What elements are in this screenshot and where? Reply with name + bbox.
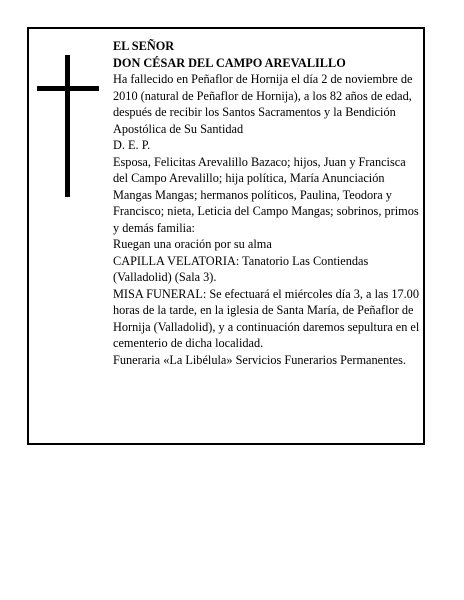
funeral-home: Funeraria «La Libélula» Servicios Funerarios Permanentes. [113, 352, 406, 367]
death-announcement: Ha fallecido en Peñaflor de Hornija el día 2 de noviembre de 2010 (natural de Peñaflor de Hornija), a los 82 años de edad, después de recibir los Santos Sacramentos y la Bendición Apostólica de Su Santidad [113, 72, 413, 136]
wake-chapel: CAPILLA VELATORIA: Tanatorio Las Contiendas (Valladolid) (Sala 3). [113, 253, 369, 284]
deceased-title: EL SEÑOR [113, 39, 175, 53]
latin-cross-icon [37, 55, 99, 197]
obituary-text [113, 38, 423, 368]
deceased-name: DON CÉSAR DEL CAMPO AREVALILLO [113, 55, 346, 70]
rip-abbreviation: D. E. P. [113, 138, 151, 152]
cross-horizontal-bar [37, 86, 99, 91]
prayer-request: Ruegan una oración por su alma [113, 237, 272, 251]
funeral-mass: MISA FUNERAL: Se efectuará el miércoles día 3, a las 17.00 horas de la tarde, en la iglesia de Santa María, de Peñaflor de Hornija (Valladolid), y a continuación daremos sepultura en el cementerio de dicha localidad. [113, 286, 420, 350]
family-list: Esposa, Felicitas Arevalillo Bazaco; hijos, Juan y Francisca del Campo Arevalillo; hija política, María Anunciación Mangas Mangas; hermanos políticos, Paulina, Teodora y Francisco; nieta, Leticia del Campo Mangas; sobrinos, primos y demás familia: [113, 154, 419, 235]
cross-vertical-bar [65, 55, 70, 197]
